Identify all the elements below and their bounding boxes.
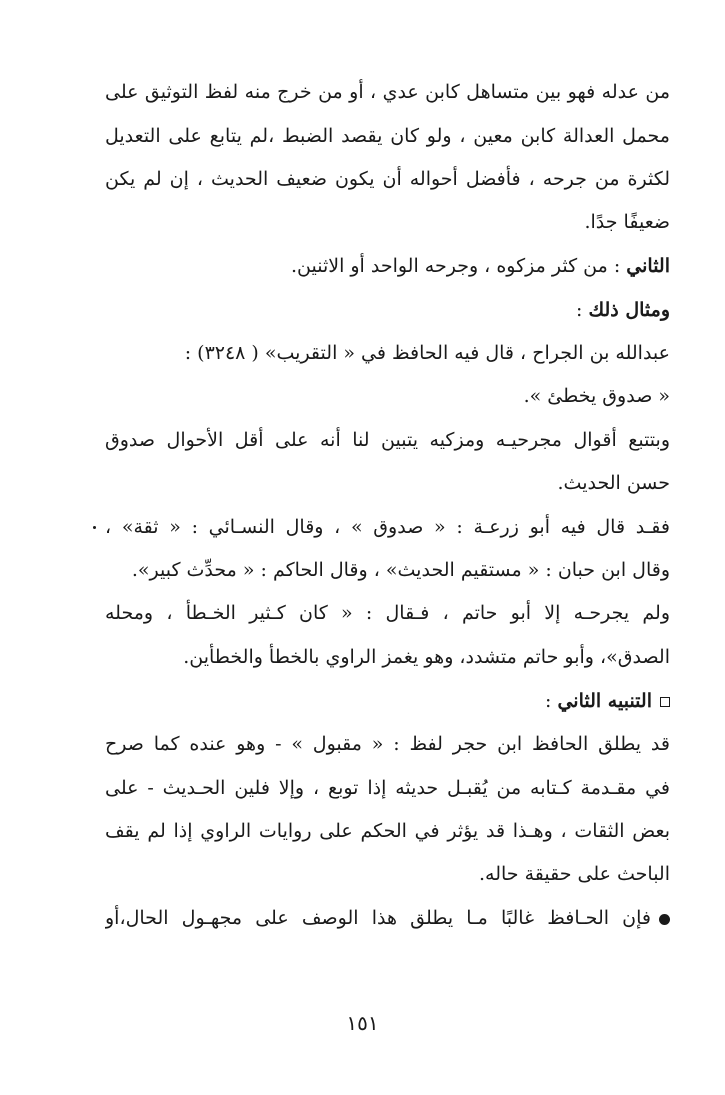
second-category-line bbox=[105, 251, 670, 281]
bullet-line bbox=[105, 903, 670, 933]
paragraph-line: الباحث على حقيقة حاله. bbox=[478, 863, 670, 885]
paragraph-line: لكثرة من جرحه ، فأفضل أحواله أن يكون ضعيف الحديث ، إن لم يكن bbox=[105, 168, 670, 190]
paragraph-line: فقـد قال فيه أبو زرعـة : « صدوق » ، وقال النسـائي : « ثقة» ، bbox=[105, 516, 670, 538]
paragraph-line: في مقـدمة كـتابه من يُقبـل حديثه إذا توبع ، وإلا فلين الحـديث - على bbox=[105, 777, 670, 799]
paragraph-line: ولم يجرحـه إلا أبو حاتم ، فـقال : « كان كـثير الخـطأ ، ومحله bbox=[105, 602, 670, 624]
paragraph-line: وقال ابن حبان : « مستقيم الحديث» ، وقال الحاكم : « محدِّث كبير». bbox=[131, 559, 670, 581]
paragraph-line: الصدق»، وأبو حاتم متشدد، وهو يغمز الراوي بالخطأ والخطأين. bbox=[183, 646, 670, 668]
tanbih-label: التنبيه الثاني bbox=[557, 690, 652, 712]
section-heading bbox=[105, 686, 670, 716]
paragraph-line: بعض الثقات ، وهـذا قد يؤثر في الحكم على روايات الراوي إذا لم يقف bbox=[105, 820, 670, 842]
paragraph-line: وبتتبع أقوال مجرحيـه ومزكيه يتبين لنا أنه على أقل الأحوال صدوق bbox=[105, 429, 670, 451]
example-heading bbox=[105, 295, 670, 325]
second-text: : من كثر مزكوه ، وجرحه الواحد أو الاثنين. bbox=[290, 255, 627, 277]
paragraph-line: من عدله فهو بين متساهل كابن عدي ، أو من خرج منه لفظ التوثيق على bbox=[105, 81, 670, 103]
paragraph-line: حسن الحديث. bbox=[557, 472, 670, 494]
bullet-text: فإن الحـافظ غالبًا مـا يطلق هذا الوصف على مجهـول الحال،أو bbox=[105, 907, 651, 929]
page-number: ١٥١ bbox=[346, 1011, 379, 1035]
print-speck bbox=[93, 526, 96, 529]
narrator-line: عبدالله بن الجراح ، قال فيه الحافظ في « التقريب» ( ٣٢٤٨) : bbox=[184, 342, 670, 364]
paragraph-line: محمل العدالة كابن معين ، ولو كان يقصد الضبط ،لم يتابع على التعديل bbox=[105, 125, 670, 147]
example-colon: : bbox=[575, 299, 589, 321]
paragraph-line: ضعيفًا جدًا. bbox=[584, 211, 670, 233]
round-bullet-icon bbox=[659, 914, 670, 925]
tanbih-colon: : bbox=[545, 690, 558, 712]
second-label: الثاني bbox=[626, 255, 670, 277]
example-label: ومثال ذلك bbox=[588, 299, 670, 321]
narrator-quote: « صدوق يخطئ ». bbox=[523, 385, 670, 407]
paragraph-line: قد يطلق الحافظ ابن حجر لفظ : « مقبول » - وهو عنده كما صرح bbox=[105, 733, 670, 755]
square-bullet-icon bbox=[660, 697, 670, 707]
